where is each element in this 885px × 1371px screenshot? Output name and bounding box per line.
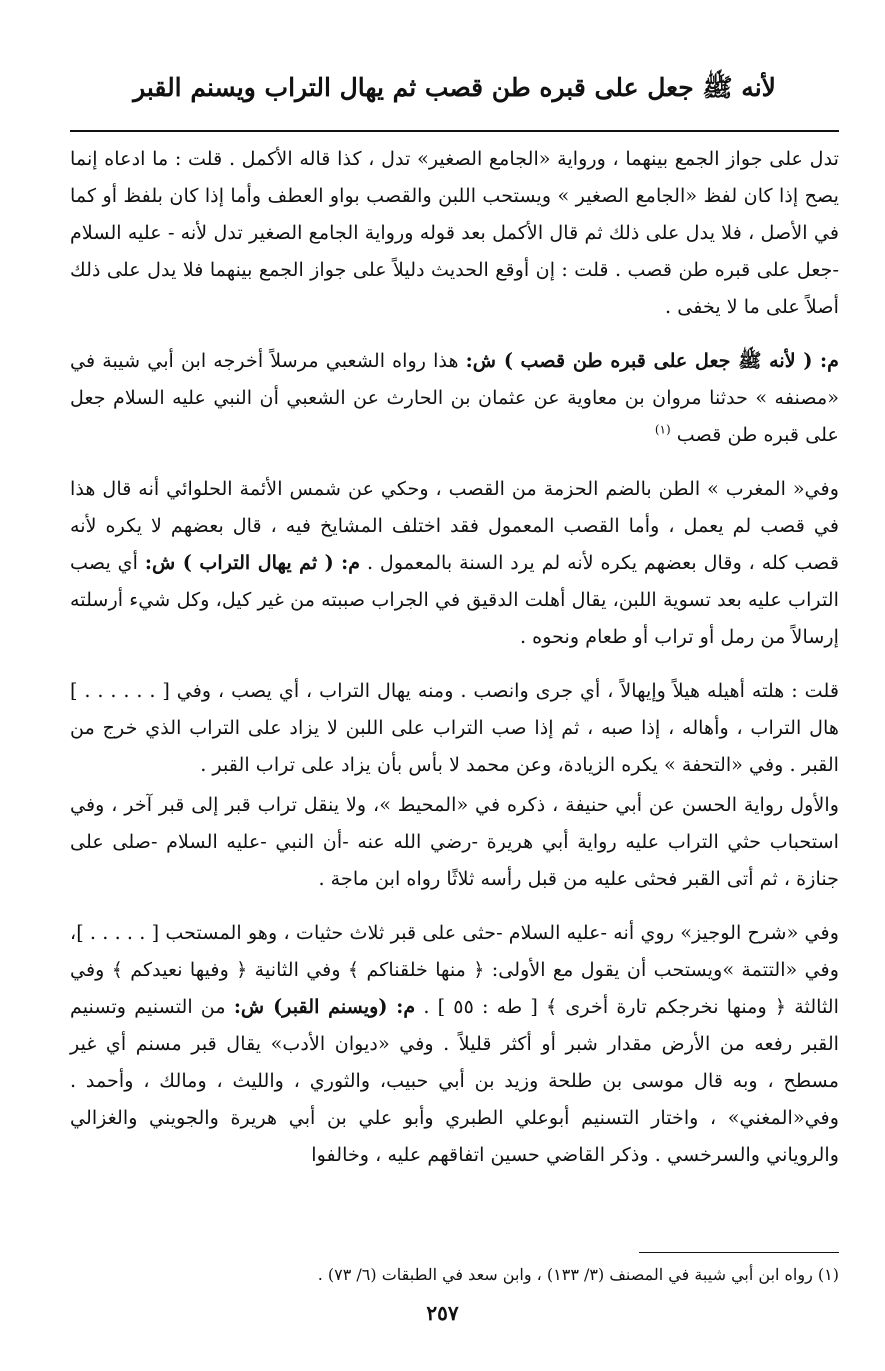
paragraph-6: وفي «شرح الوجيز» روي أنه -عليه السلام -حثى على قبر ثلاث حثيات ، وهو المستحب [ . . . . . ]، وفي «التتمة »ويستحب أن يقول مع الأولى: ﴿ منها خلقناكم ﴾ وفي الثانية ﴿ وفيها نعيدكم ﴾ وفي الثالثة ﴿ ومنها نخرجكم تارة أخرى ﴾ [ طه : ٥٥ ] . م: (ويسنم القبر) ش: من التسنيم وتسنيم القبر رفعه من الأرض مقدار شبر أو أكثر قليلاً . وفي «ديوان الأدب» يقال قبر مسنم أي غير مسطح ، وبه قال موسى بن طلحة وزيد بن أبي حبيب، والثوري ، والليث ، ومالك ، وأحمد . وفي«المغني» ، واختار التسنيم أبوعلي الطبري وأبو علي بن أبي هريرة والجويني والغزالي والروياني والسرخسي . وذكر القاضي حسين اتفاقهم عليه ، وخالفوا: [70, 921, 839, 1166]
main-text: [70, 140, 839, 1173]
page-number: ٢٥٧: [426, 1301, 459, 1325]
matn-quote: [466, 349, 839, 372]
matn-quote: م: ( ثم يهال التراب ) ش:: [144, 551, 361, 574]
paragraph-1: تدل على جواز الجمع بينهما ، ورواية «الجامع الصغير» تدل ، كذا قاله الأكمل . قلت : ما ادعاه إنما يصح إذا كان لفظ «الجامع الصغير » ويستحب اللبن والقصب بواو العطف وأما إذا كان بلفظ أو كما في الأصل ، فلا يدل على ذلك ثم قال الأكمل بعد قوله ورواية الجامع الصغير تدل لأنه - عليه السلام -جعل على قبره طن قصب . قلت : إن أوقع الحديث دليلاً على جواز الجمع بينهما فلا يدل على ذلك أصلاً على ما لا يخفى .: [70, 147, 839, 318]
paragraph-2: [70, 342, 839, 453]
paragraph-3: وفي« المغرب » الطن بالضم الحزمة من القصب ، وحكي عن شمس الأئمة الحلوائي أنه قال هذا في قصب لم يعمل ، وأما القصب المعمول فقد اختلف المشايخ فيه ، قال بعضهم لا يكره لأنه قصب كله ، وقال بعضهم يكره لأنه لم يرد السنة بالمعمول . م: ( ثم يهال التراب ) ش: أي يصب التراب عليه بعد تسوية اللبن، يقال أهلت الدقيق في الجراب صببته من غير كيل، وكل شيء أرسلته إرسالاً من رمل أو تراب أو طعام ونحوه .: [70, 477, 839, 648]
footnote-rule: [639, 1252, 839, 1253]
paragraph-4: قلت : هلته أهيله هيلاً وإيهالاً ، أي جرى وانصب . ومنه يهال التراب ، أي يصب ، وفي [ . . . . . . ] هال التراب ، وأهاله ، إذا صبه ، ثم إذا صب التراب على اللبن لا يزاد على التراب الذي خرج من القبر . وفي «التحفة » يكره الزيادة، وعن محمد لا بأس بأن يزاد على تراب القبر .: [70, 679, 839, 776]
paragraph-5: والأول رواية الحسن عن أبي حنيفة ، ذكره في «المحيط »، ولا ينقل تراب قبر إلى قبر آخر ، وفي استحباب حثي التراب عليه رواية أبي هريرة -رضي الله عنه -أن النبي -عليه السلام -صلى على جنازة ، ثم أتى القبر فحثى عليه من قبل رأسه ثلاثًا رواه ابن ماجة .: [70, 793, 839, 890]
matn-quote: م: (ويسنم القبر) ش:: [233, 995, 416, 1018]
footnote-marker: (١): [654, 422, 671, 437]
running-title: لأنه ﷺ جعل على قبره طن قصب ثم يهال التراب ويسنم القبر: [133, 73, 776, 102]
paragraph-2-text: م: ( لأنه ﷺ جعل على قبره طن قصب ) ش: هذا رواه الشعبي مرسلاً أخرجه ابن أبي شيبة في «مصنفه » حدثنا مروان بن معاوية عن عثمان بن الحارث عن الشعبي أن النبي عليه السلام جعل على قبره طن قصب: [70, 349, 840, 446]
matn-quote: م: ( لأنه ﷺ جعل على قبره طن قصب ) ش:: [465, 349, 840, 372]
header-rule: [70, 130, 839, 132]
footnote: (١) رواه ابن أبي شيبة في المصنف (٣/ ١٣٣) ، وابن سعد في الطبقات (٦/ ٧٣) .: [317, 1265, 839, 1284]
